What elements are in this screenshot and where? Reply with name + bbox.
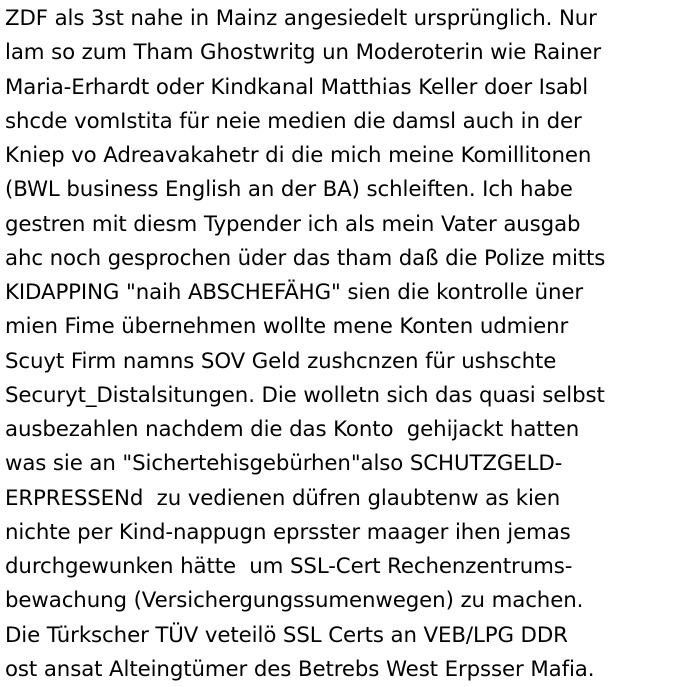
- text-line: lam so zum Tham Ghostwritg un Moderoterin wie Rainer: [5, 40, 602, 66]
- text-line: bewachung (Versichergungssumenwegen) zu machen.: [5, 588, 584, 614]
- text-line: Kniep vo Adreavakahetr di die mich meine Komillitonen: [5, 143, 592, 168]
- text-line: durchgewunken hätte um SSL-Cert Rechenzentrums-: [5, 554, 573, 579]
- text-line: nichte per Kind-nappugn eprsster maager ihen jemas: [5, 519, 571, 545]
- text-line: Die Türkscher TÜV veteilö SSL Certs an VEB/LPG DDR: [5, 622, 568, 648]
- text-line: ERPRESSENd zu vedienen düfren glaubtenw as kien: [5, 485, 561, 511]
- text-line: Securyt_Distalsitungen. Die wolletn sich das quasi selbst: [5, 382, 605, 408]
- text-line: (BWL business English an der BA) schleiften. Ich habe: [5, 177, 573, 203]
- text-line: ahc noch gesprochen üder das tham daß die Polize mitts: [5, 245, 606, 271]
- text-line: ZDF als 3st nahe in Mainz angesiedelt ursprünglich. Nur: [5, 6, 597, 31]
- text-line: ausbezahlen nachdem die das Konto gehijackt hatten: [5, 417, 580, 442]
- text-line: Maria-Erhardt oder Kindkanal Matthias Keller doer Isabl: [5, 74, 589, 100]
- text-line: shcde vomIstita für neie medien die damsl auch in der: [5, 108, 582, 134]
- text-line: mien Fime übernehmen wollte mene Konten udmienr: [5, 314, 569, 340]
- text-line: was sie an "Sichertehisgebürhen"also SCHUTZGELD-: [5, 451, 563, 477]
- text-line: KIDAPPING "naih ABSCHEFÄHG" sien die kontrolle üner: [5, 280, 584, 305]
- text-line: Scuyt Firm namns SOV Geld zushcnzen für ushschte: [5, 348, 557, 374]
- text-line: gestren mit diesm Typender ich als mein Vater ausgab: [5, 211, 581, 237]
- document-body: [5, 2, 681, 687]
- text-line: ost ansat Alteingtümer des Betrebs West Erpsser Mafia.: [5, 656, 595, 682]
